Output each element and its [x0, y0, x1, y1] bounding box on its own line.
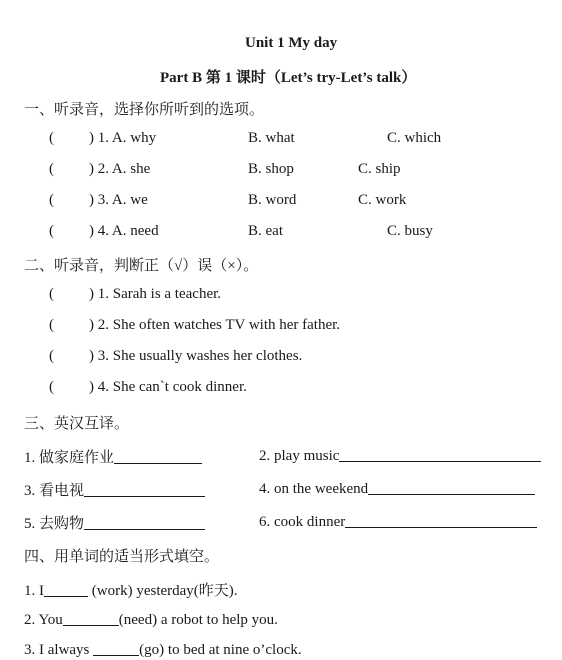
answer-paren[interactable]: ( — [49, 161, 54, 177]
option-c: C. which — [387, 130, 442, 146]
option-a: ) 3. A. we — [89, 192, 148, 208]
statement: ) 3. She usually washes her clothes. — [89, 348, 303, 364]
fill-blank-item — [24, 579, 238, 600]
translation-item — [259, 446, 541, 465]
answer-paren[interactable]: ( — [49, 130, 54, 146]
fill-blank-item — [24, 610, 278, 629]
translation-item — [259, 479, 535, 498]
option-b: B. shop — [248, 161, 294, 177]
statement: ) 1. Sarah is a teacher. — [89, 286, 222, 302]
answer-paren[interactable]: ( — [49, 286, 54, 302]
page-subtitle: Part B 第 1 课时（Let’s try-Let’s talk） — [160, 70, 417, 86]
answer-blank[interactable] — [345, 512, 537, 528]
section-2-heading: 二、听录音，判断正（√）误（×）。 — [24, 258, 259, 274]
statement: ) 4. She can`t cook dinner. — [89, 379, 247, 395]
option-b: B. what — [248, 130, 295, 146]
translation-prompt: 4. on the weekend — [259, 481, 369, 497]
option-c: C. ship — [358, 161, 401, 177]
sentence-start: 3. I always — [24, 642, 94, 658]
translation-prompt: 2. play music — [259, 448, 340, 464]
answer-paren[interactable]: ( — [49, 192, 54, 208]
translation-item — [24, 512, 205, 533]
answer-paren[interactable]: ( — [49, 348, 54, 364]
option-c: C. busy — [387, 223, 433, 239]
answer-paren[interactable]: ( — [49, 317, 54, 333]
section-3-heading: 三、英汉互译。 — [24, 416, 130, 432]
sentence-end: (work) yesterday(昨天). — [88, 583, 238, 599]
section-4-heading: 四、用单词的适当形式填空。 — [24, 549, 220, 565]
answer-blank[interactable] — [44, 581, 88, 597]
option-b: B. word — [248, 192, 297, 208]
option-a: ) 1. A. why — [89, 130, 157, 146]
translation-prompt: 3. 看电视 — [24, 483, 85, 499]
option-a: ) 4. A. need — [89, 223, 159, 239]
answer-blank[interactable] — [84, 481, 205, 497]
option-b: B. eat — [248, 223, 283, 239]
answer-blank[interactable] — [114, 448, 202, 464]
answer-paren[interactable]: ( — [49, 379, 54, 395]
statement: ) 2. She often watches TV with her father. — [89, 317, 341, 333]
option-c: C. work — [358, 192, 407, 208]
translation-prompt: 1. 做家庭作业 — [24, 450, 115, 466]
sentence-end: (need) a robot to help you. — [118, 612, 278, 628]
answer-blank[interactable] — [84, 514, 205, 530]
option-a: ) 2. A. she — [89, 161, 151, 177]
answer-blank[interactable] — [339, 446, 541, 462]
translation-item — [24, 446, 202, 467]
sentence-end: (go) to bed at nine o’clock. — [139, 642, 302, 658]
answer-paren[interactable]: ( — [49, 223, 54, 239]
sentence-start: 2. You — [24, 612, 63, 628]
answer-blank[interactable] — [368, 479, 535, 495]
sentence-start: 1. I — [24, 583, 44, 599]
fill-blank-item — [24, 640, 302, 659]
translation-item — [259, 512, 537, 531]
answer-blank[interactable] — [93, 640, 139, 656]
answer-blank[interactable] — [63, 610, 119, 626]
translation-prompt: 6. cook dinner — [259, 514, 346, 530]
translation-prompt: 5. 去购物 — [24, 516, 85, 532]
page-title: Unit 1 My day — [245, 35, 338, 51]
translation-item — [24, 479, 205, 500]
section-1-heading: 一、听录音，选择你所听到的选项。 — [24, 102, 265, 118]
